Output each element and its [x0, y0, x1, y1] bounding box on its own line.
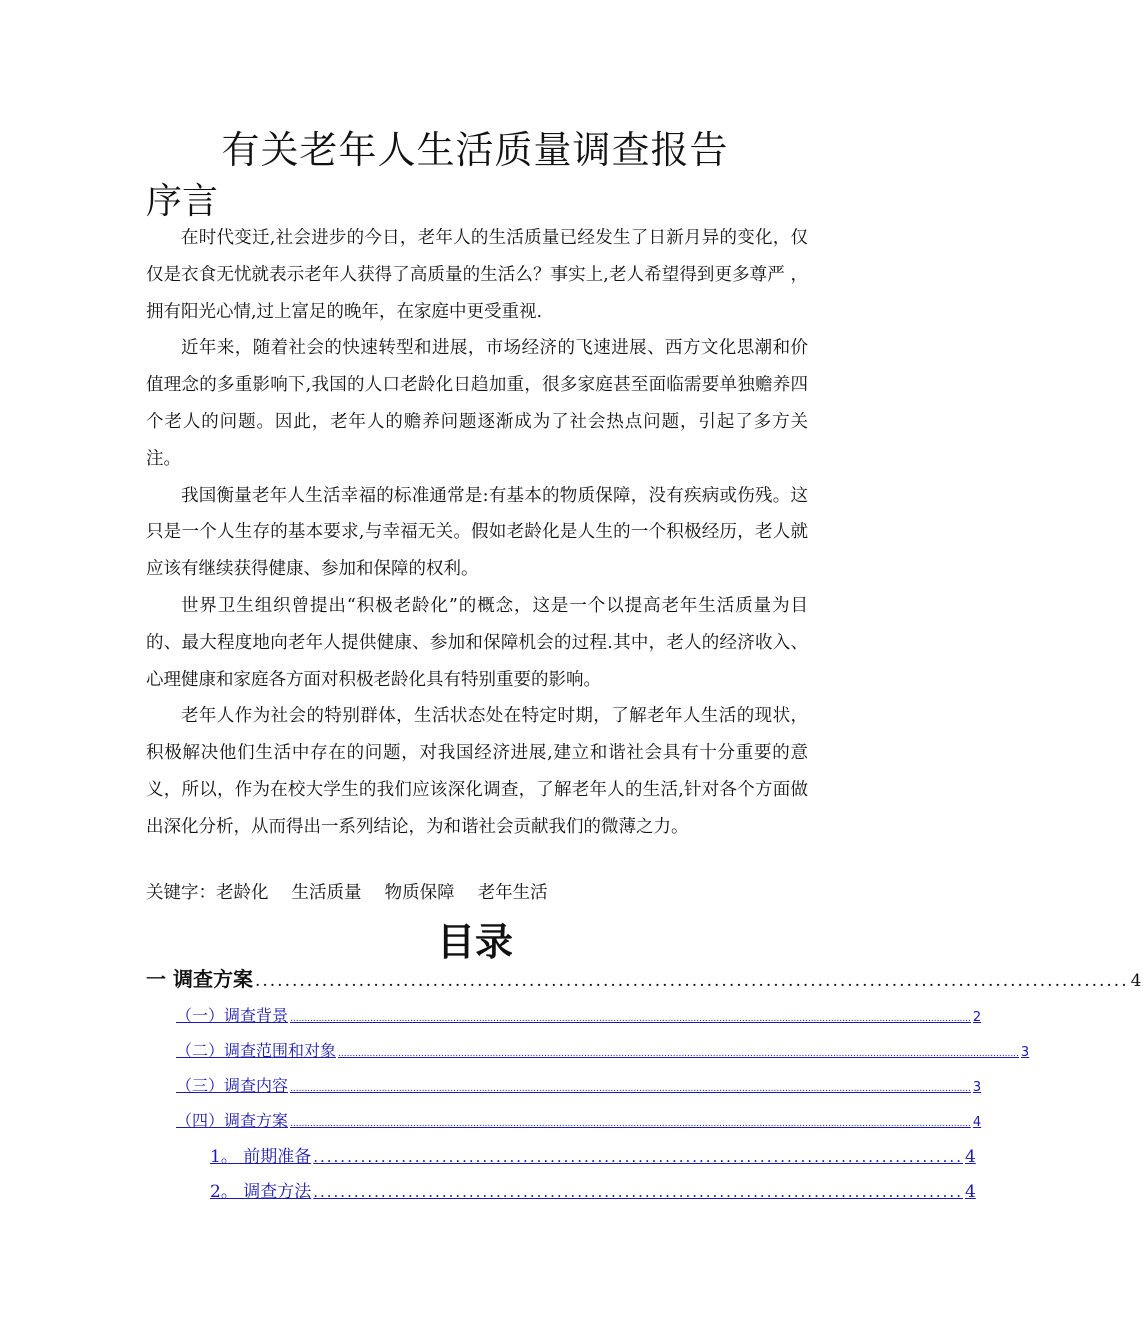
- toc-entry-label: 一 调查方案: [146, 967, 253, 991]
- toc-dot-leader: ..............................................................................................................................................................................................................................................: [290, 1014, 971, 1024]
- preface-paragraph: 我国衡量老年人生活幸福的标准通常是:有基本的物质保障，没有疾病或伤残。这只是一个人生存的基本要求,与幸福无关。假如老龄化是人生的一个积极经历，老人就应该有继续获得健康、参加和保障的权利。: [146, 485, 808, 580]
- toc-entry-page: 3: [1020, 1045, 1030, 1060]
- toc-link[interactable]: [210, 1143, 976, 1171]
- preface-paragraph: 老年人作为社会的特别群体，生活状态处在特定时期，了解老年人生活的现状，积极解决他们生活中存在的问题，对我国经济进展,建立和谐社会具有十分重要的意义，所以，作为在校大学生的我们应该深化调查，了解老年人的生活,针对各个方面做出深化分析，从而得出一系列结论，为和谐社会贡献我们的微薄之力。: [146, 706, 808, 837]
- preface-paragraph: 近年来，随着社会的快速转型和进展，市场经济的飞速进展、西方文化思潮和价值理念的多重影响下,我国的人口老龄化日趋加重，很多家庭甚至面临需要单独赡养四个老人的问题。因此，老年人的赡养问题逐渐成为了社会热点问题，引起了多方关注。: [146, 338, 808, 469]
- toc-entry-page: 2: [972, 1010, 982, 1025]
- keywords-line: 关键字：老龄化 生活质量 物质保障 老年生活: [146, 883, 548, 903]
- toc-dot-leader: ......................................................................................................................: [254, 971, 1129, 991]
- preface-heading: 序言: [146, 181, 219, 222]
- toc-dot-leader: ..............................................................................................................................................................................................................................................: [290, 1084, 971, 1094]
- toc-entry-page: 4: [1130, 971, 1143, 991]
- toc-entry-label: （四）调查方案: [176, 1111, 289, 1130]
- toc-dot-leader: ..............................................................................................................................................................................................................................................: [290, 1119, 971, 1129]
- toc-link[interactable]: [176, 1108, 982, 1137]
- toc-entry-label: 1。 前期准备: [210, 1147, 312, 1167]
- preface-paragraph: 世界卫生组织曾提出“积极老龄化”的概念，这是一个以提高老年生活质量为目的、最大程度地向老年人提供健康、参加和保障机会的过程.其中，老人的经济收入、心理健康和家庭各方面对积极老龄化具有特别重要的影响。: [146, 595, 808, 690]
- toc-dot-leader: ................................................................................................: [313, 1148, 963, 1166]
- preface-body: [146, 220, 808, 846]
- toc-entry-label: （三）调查内容: [176, 1076, 289, 1095]
- toc-entry-page: 4: [964, 1147, 976, 1167]
- document-title: 有关老年人生活质量调查报告: [221, 128, 729, 172]
- toc-title: 目录: [436, 920, 513, 964]
- toc-entry-label: 2。 调查方法: [210, 1182, 312, 1202]
- toc-link[interactable]: [210, 1178, 976, 1206]
- toc-dot-leader: ................................................................................................: [313, 1183, 963, 1201]
- toc-entry-page: 4: [964, 1182, 976, 1202]
- toc-entry[interactable]: [146, 962, 1143, 998]
- toc-dot-leader: ..............................................................................................................................................................................................................................................: [338, 1049, 1019, 1059]
- toc-entry-label: （二）调查范围和对象: [176, 1041, 337, 1060]
- toc-link[interactable]: [176, 1003, 982, 1032]
- preface-paragraph: 在时代变迁,社会进步的今日，老年人的生活质量已经发生了日新月异的变化，仅仅是衣食无忧就表示老年人获得了高质量的生活么？事实上,老人希望得到更多尊严 ，拥有阳光心情,过上富足的晚年，在家庭中更受重视.: [146, 228, 808, 322]
- toc-entry-label: （一）调查背景: [176, 1006, 289, 1025]
- toc-link[interactable]: [176, 1038, 1030, 1067]
- toc-entry-page: 4: [972, 1115, 982, 1130]
- toc-entry-page: 3: [972, 1080, 982, 1095]
- toc-link[interactable]: [176, 1073, 982, 1102]
